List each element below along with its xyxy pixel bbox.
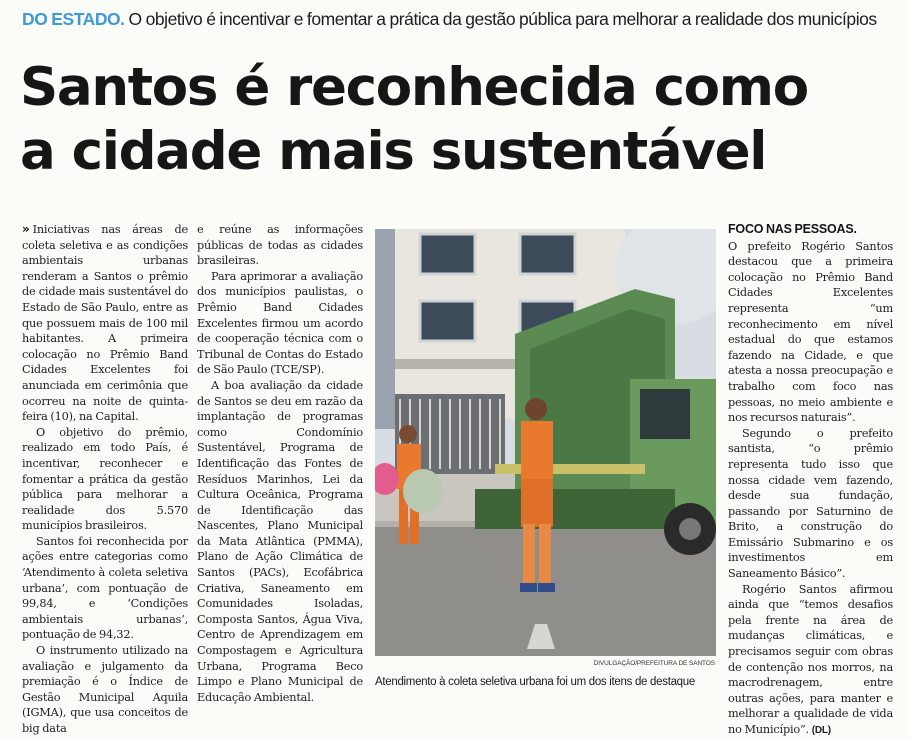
paragraph: Santos foi reconhecida por ações entre categorias como ‘Atendimento à coleta seletiva urbana’, com pontuação de 99,84, e ‘Condições ambientais urbanas’, pontuação de 94,32. bbox=[22, 534, 188, 642]
photo-credit: DIVULGAÇÃO/PREFEITURA DE SANTOS bbox=[593, 660, 715, 667]
author-signoff: (DL) bbox=[811, 725, 831, 736]
article-column-2 bbox=[197, 222, 363, 705]
headline bbox=[20, 56, 880, 184]
headline-line-1: Santos é reconhecida como bbox=[20, 57, 808, 118]
kicker bbox=[22, 9, 902, 30]
kicker-text: O objetivo é incentivar e fomentar a prática da gestão pública para melhorar a realidade dos municípios bbox=[128, 9, 877, 29]
headline-line-2: a cidade mais sustentável bbox=[20, 121, 767, 182]
paragraph: O instrumento utilizado na avaliação e julgamento da premiação é o Índice de Gestão Municipal Aquila (IGMA), que usa conceitos de big data bbox=[22, 644, 188, 735]
paragraph-text: Iniciativas nas áreas de coleta seletiva e as condições ambientais urbanas renderam a Santos o prêmio de cidade mais sustentável do Estado de São Paulo, entre as que possuem mais de 100 mil habitantes. A primeira colocação no Prêmio Band Cidades Excelentes foi anunciada em cerimônia que ocorreu na noite de quinta-feira (10), na Capital. bbox=[22, 223, 188, 424]
photo-caption: Atendimento à coleta seletiva urbana foi um dos itens de destaque bbox=[375, 676, 695, 688]
article-column-4 bbox=[728, 222, 893, 739]
paragraph-text: Rogério Santos afirmou ainda que “temos desafios pela frente na área de mudanças climáticas, e precisamos seguir com obras de contenção nos morros, na macrodrenagem, entre outras ações, para manter e melhorar a qualidade de vida no Município”. bbox=[728, 582, 893, 736]
paragraph: Para aprimorar a avaliação dos municípios paulistas, o Prêmio Band Cidades Excelentes firmou um acordo de cooperação técnica com o Tribunal de Contas do Estado de São Paulo (TCE/SP). bbox=[197, 269, 363, 377]
paragraph: e reúne as informações públicas de todas as cidades brasileiras. bbox=[197, 223, 363, 268]
paragraph bbox=[22, 222, 188, 425]
article-column-1 bbox=[22, 222, 188, 737]
section-label: DO ESTADO. bbox=[22, 9, 125, 29]
paragraph: O prefeito Rogério Santos destacou que a primeira colocação no Prêmio Band Cidades Excelentes representa “um reconhecimento em nível estadual do que estamos fazendo na Cidade, e que atesta a nossa preocupação e trabalho com foco nas pessoas, no meio ambiente e nos recursos naturais”. bbox=[728, 239, 893, 425]
paragraph bbox=[728, 582, 893, 739]
news-photo bbox=[375, 229, 716, 656]
paragraph: A boa avaliação da cidade de Santos se deu em razão da implantação de programas como Condomínio Sustentável, Programa de Identificação das Fontes de Resíduos Marinhos, Lei da Cultura Oceânica, Programa de Identificação das Nascentes, Plano Municipal da Mata Atlântica (PMMA), Plano de Ação Climática de Santos (PACs), Ecofábrica Criativa, Saneamento em Comunidades Isoladas, Composta Santos, Água Viva, Centro de Aprendizagem em Compostagem e Agricultura Urbana, Programa Beco Limpo e Plano Municipal de Educação Ambiental. bbox=[197, 378, 363, 704]
double-chevron-right-icon: » bbox=[22, 222, 30, 236]
paragraph: O objetivo do prêmio, realizado em todo País, é incentivar, reconhecer e fomentar a prática da gestão pública para melhorar a realidade dos 5.570 municípios brasileiros. bbox=[22, 425, 188, 533]
paragraph: Segundo o prefeito santista, “o prêmio representa tudo isso que nossa cidade vem fazendo, desde sua fundação, passando por Saturnino de Brito, a construção do Emissário Submarino e os investimentos em Saneamento Básico”. bbox=[728, 426, 893, 581]
subheading: FOCO NAS PESSOAS. bbox=[728, 222, 857, 236]
